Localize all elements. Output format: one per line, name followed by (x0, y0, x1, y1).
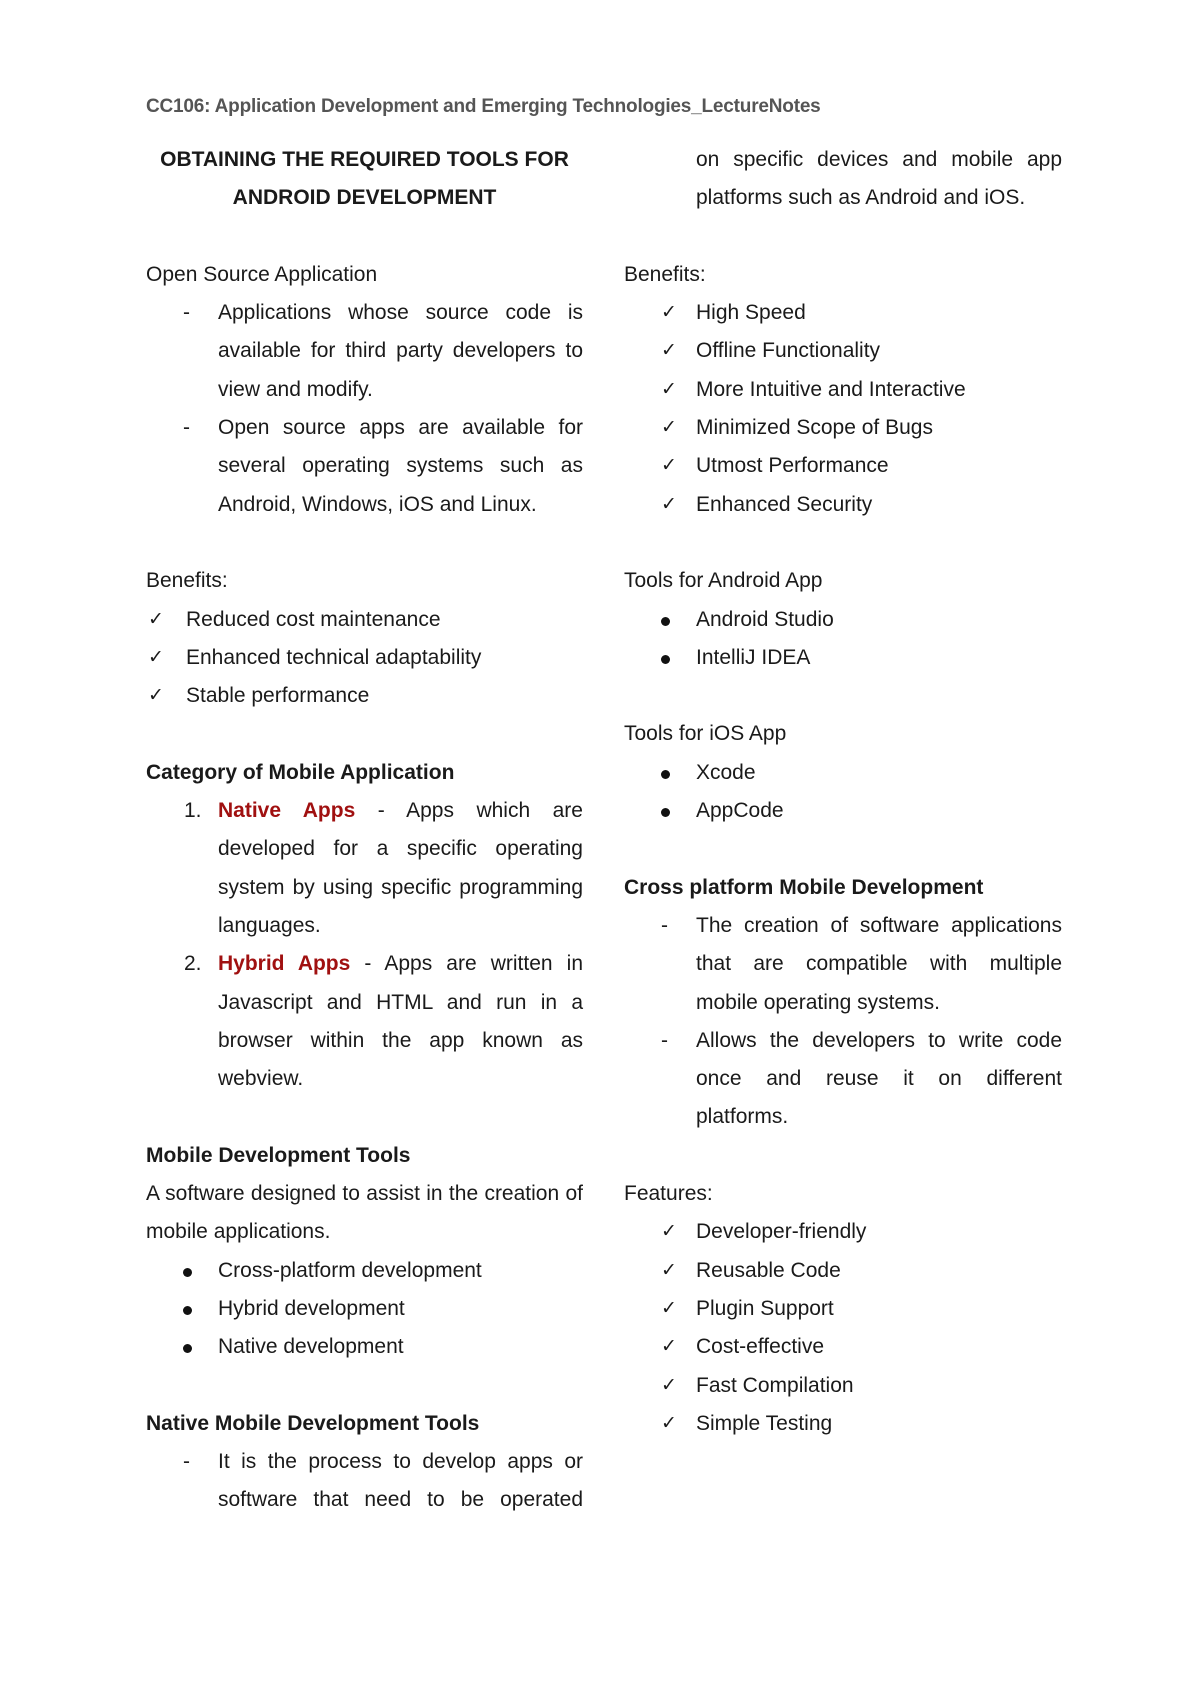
list-item-text (218, 792, 583, 945)
list-item (624, 907, 1062, 1022)
list-item-text: Minimized Scope of Bugs (696, 416, 933, 440)
list-item (146, 294, 583, 409)
hybrid-apps-description: - Apps are written in Javascript and HTML and run in a browser within the app known as webview. (218, 952, 584, 1091)
native-apps-term: Native Apps (218, 799, 356, 823)
native-dev-tools-heading: Native Mobile Development Tools (146, 1411, 480, 1435)
list-item-text: Enhanced technical adaptability (186, 645, 482, 669)
checkmark-icon: ✓ (661, 302, 677, 324)
benefits-heading: Benefits: (146, 569, 228, 593)
benefits-heading: Benefits: (624, 262, 706, 286)
list-item-text: Allows the developers to write code once and reuse it on different platforms. (696, 1028, 1062, 1129)
list-item (624, 601, 1062, 639)
list-item-text: Enhanced Security (696, 492, 873, 516)
list-item-text: Xcode (696, 760, 756, 784)
list-item-text: Utmost Performance (696, 454, 889, 478)
list-number: 2. (184, 952, 202, 976)
bullet-icon (146, 1252, 218, 1290)
features-heading: Features: (624, 1182, 713, 1206)
list-item-text: More Intuitive and Interactive (696, 377, 966, 401)
list-item (146, 1328, 583, 1366)
bullet-icon (624, 639, 696, 677)
list-item-text: IntelliJ IDEA (696, 645, 811, 669)
list-item-text: Native development (218, 1335, 404, 1359)
list-item-text (218, 945, 583, 1098)
list-item-text: The creation of software applications that are compatible with multiple mobile operating systems. (696, 913, 1062, 1014)
category-heading: Category of Mobile Application (146, 760, 455, 784)
list-item-text: Cost-effective (696, 1335, 824, 1359)
list-item-text: Hybrid development (218, 1296, 405, 1320)
checkmark-icon: ✓ (661, 493, 677, 515)
list-item-text: Fast Compilation (696, 1373, 854, 1397)
title-line-2: ANDROID DEVELOPMENT (232, 186, 497, 210)
native-apps-description: - Apps which are developed for a specific operating system by using specific programming languages. (218, 799, 583, 937)
list-item-text: It is the process to develop apps or software that need to be operated (218, 1450, 583, 1512)
bullet-icon (146, 1328, 218, 1366)
list-item (146, 1252, 583, 1290)
mobile-dev-tools-heading: Mobile Development Tools (146, 1143, 411, 1167)
list-item (624, 409, 1062, 447)
list-item-text: Reduced cost maintenance (186, 607, 441, 631)
checkmark-icon: ✓ (148, 608, 164, 630)
list-item (146, 409, 583, 524)
hybrid-apps-term: Hybrid Apps (218, 952, 351, 976)
open-source-heading: Open Source Application (146, 262, 378, 286)
bullet-icon (624, 792, 696, 830)
list-item-text: Android Studio (696, 607, 834, 631)
title-line-1: OBTAINING THE REQUIRED TOOLS FOR (160, 148, 569, 171)
dash-marker: - (183, 1450, 190, 1474)
checkmark-icon: ✓ (661, 417, 677, 439)
list-item (624, 639, 1062, 677)
dash-marker: - (183, 301, 190, 325)
checkmark-icon: ✓ (148, 646, 164, 668)
page-header: CC106: Application Development and Emerging Technologies_LectureNotes (146, 96, 821, 117)
cross-platform-heading: Cross platform Mobile Development (624, 875, 984, 899)
bullet-icon (146, 1290, 218, 1328)
list-item-text: Cross-platform development (218, 1258, 482, 1282)
list-item-text: Simple Testing (696, 1411, 833, 1435)
checkmark-icon: ✓ (661, 340, 677, 362)
list-item (146, 792, 583, 945)
list-item (624, 1022, 1062, 1137)
list-item (146, 677, 583, 715)
list-item-text: Applications whose source code is available for third party developers to view and modify. (218, 301, 583, 401)
android-tools-heading: Tools for Android App (624, 569, 823, 593)
bullet-icon (624, 754, 696, 792)
list-item (146, 639, 583, 677)
list-item (624, 1405, 1062, 1443)
checkmark-icon: ✓ (661, 455, 677, 477)
checkmark-icon: ✓ (661, 1412, 677, 1434)
list-item (624, 1367, 1062, 1405)
checkmark-icon: ✓ (148, 685, 164, 707)
list-item-text: Offline Functionality (696, 339, 881, 363)
list-item (624, 1213, 1062, 1251)
list-item-text: Reusable Code (696, 1258, 841, 1282)
continued-text-content: on specific devices and mobile app platforms such as Android and iOS. (696, 148, 1062, 210)
list-item (624, 294, 1062, 332)
list-item (624, 1252, 1062, 1290)
list-item-text: Stable performance (186, 684, 370, 708)
list-item (624, 754, 1062, 792)
list-item-text: Plugin Support (696, 1296, 834, 1320)
checkmark-icon: ✓ (661, 1374, 677, 1396)
bullet-icon (624, 601, 696, 639)
list-item-text: Open source apps are available for several operating systems such as Android, Windows, iOS and Linux. (218, 416, 583, 516)
list-item-text: Developer-friendly (696, 1220, 867, 1244)
ios-tools-heading: Tools for iOS App (624, 722, 787, 746)
list-item-text: AppCode (696, 799, 784, 823)
list-item (624, 1328, 1062, 1366)
list-item (146, 945, 583, 1098)
list-item-text: High Speed (696, 301, 806, 325)
document-title (146, 141, 583, 218)
list-item (624, 447, 1062, 485)
checkmark-icon: ✓ (661, 1259, 677, 1281)
right-column (624, 141, 1062, 1443)
continued-text (624, 141, 1062, 218)
dash-marker: - (183, 416, 190, 440)
mobile-dev-tools-description: A software designed to assist in the creation of mobile applications. (146, 1182, 583, 1244)
left-column (146, 141, 583, 1520)
list-item (624, 371, 1062, 409)
list-item (624, 792, 1062, 830)
dash-marker: - (661, 1028, 668, 1052)
checkmark-icon: ✓ (661, 1336, 677, 1358)
list-item (146, 1443, 583, 1520)
list-item (624, 332, 1062, 370)
list-item (146, 1290, 583, 1328)
checkmark-icon: ✓ (661, 1297, 677, 1319)
list-item (624, 486, 1062, 524)
list-number: 1. (184, 799, 202, 823)
checkmark-icon: ✓ (661, 1221, 677, 1243)
dash-marker: - (661, 913, 668, 937)
list-item (146, 601, 583, 639)
checkmark-icon: ✓ (661, 378, 677, 400)
list-item (624, 1290, 1062, 1328)
